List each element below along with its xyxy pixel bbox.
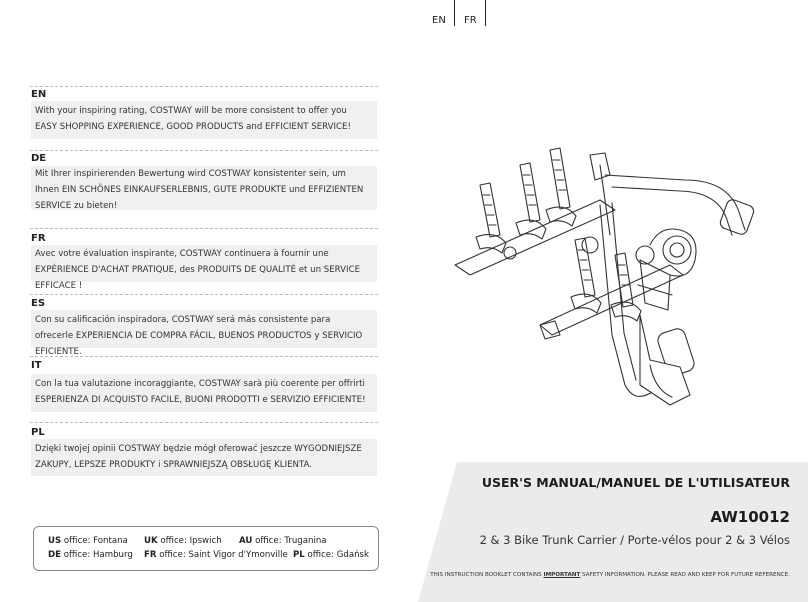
section-text-de: Mit Ihrer inspirierenden Bewertung wird COSTWAY konsistenter sein, um Ihnen EIN SCHÖNES EINKAUFSERLEBNIS, GUTE PRODUKTE und EFFIZIENTEN SERVICE zu bieten! xyxy=(31,166,377,210)
section-text-en: With your inspiring rating, COSTWAY will be more consistent to offer you EASY SHOPPING EXPERIENCE, GOOD PRODUCTS and EFFICIENT SERVICE! xyxy=(31,101,377,139)
section-code-en: EN xyxy=(31,89,47,100)
section-text-es: Con su calificación inspiradora, COSTWAY será más consistente para ofrecerle EXPERIENCIA DE COMPRA FÁCIL, BUENOS PRODUCTOS y SERVICIO EFICIENTE. xyxy=(31,310,377,348)
office-pl: PL office: Gdańsk xyxy=(293,550,370,560)
language-tabs xyxy=(426,0,496,26)
tab-divider xyxy=(485,0,486,26)
carrier-frame xyxy=(455,153,755,396)
lang-tab-en: EN xyxy=(432,15,446,26)
important-word: IMPORTANT xyxy=(543,572,581,578)
office-us: US office: Fontana xyxy=(48,536,128,546)
section-text-it: Con la tua valutazione incoraggiante, COSTWAY sarà più coerente per offrirti ESPERIENZA DI ACQUISTO FACILE, BUONI PRODOTTI e SERVIZIO EFFICIENTE! xyxy=(31,374,377,412)
lang-tab-fr: FR xyxy=(464,15,477,26)
lower-arm-cradles xyxy=(504,237,690,405)
section-code-fr: FR xyxy=(31,233,46,244)
section-code-es: ES xyxy=(31,298,46,309)
section-divider xyxy=(30,422,378,423)
section-text-pl: Dzięki twojej opinii COSTWAY będzie mógł oferować jeszcze WYGODNIEJSZE ZAKUPY, LEPSZE PRODUKTY i SPRAWNIEJSZĄ OBSŁUGĘ KLIENTA. xyxy=(31,439,377,476)
section-code-it: IT xyxy=(31,360,42,371)
section-code-de: DE xyxy=(31,153,47,164)
office-fr: FR office: Saint Vigor d'Ymonville xyxy=(144,550,288,560)
section-code-pl: PL xyxy=(31,427,45,438)
upper-arm-cradles xyxy=(476,148,576,253)
section-divider xyxy=(30,356,378,357)
safety-notice: THIS INSTRUCTION BOOKLET CONTAINS IMPORTANT SAFETY INFORMATION. PLEASE READ AND KEEP FOR FUTURE REFERENCE. xyxy=(430,572,790,578)
model-number: AW10012 xyxy=(710,508,790,526)
section-divider xyxy=(30,150,378,151)
section-divider xyxy=(30,86,378,87)
office-au: AU office: Truganina xyxy=(239,536,327,546)
section-text-fr: Avec votre évaluation inspirante, COSTWAY continuera à fournir une EXPÉRIENCE D'ACHAT PRATIQUE, des PRODUITS DE QUALITÉ et un SERVICE EFFICACE ! xyxy=(31,245,377,282)
manual-title: USER'S MANUAL/MANUEL DE L'UTILISATEUR xyxy=(481,475,790,490)
section-divider xyxy=(30,228,378,229)
office-locations xyxy=(33,526,379,571)
product-name: 2 & 3 Bike Trunk Carrier / Porte-vélos pour 2 & 3 Vélos xyxy=(479,533,790,547)
bike-carrier-illustration xyxy=(440,135,770,425)
office-uk: UK office: Ipswich xyxy=(144,536,222,546)
tab-divider xyxy=(454,0,455,26)
section-divider xyxy=(30,294,378,295)
office-de: DE office: Hamburg xyxy=(48,550,133,560)
